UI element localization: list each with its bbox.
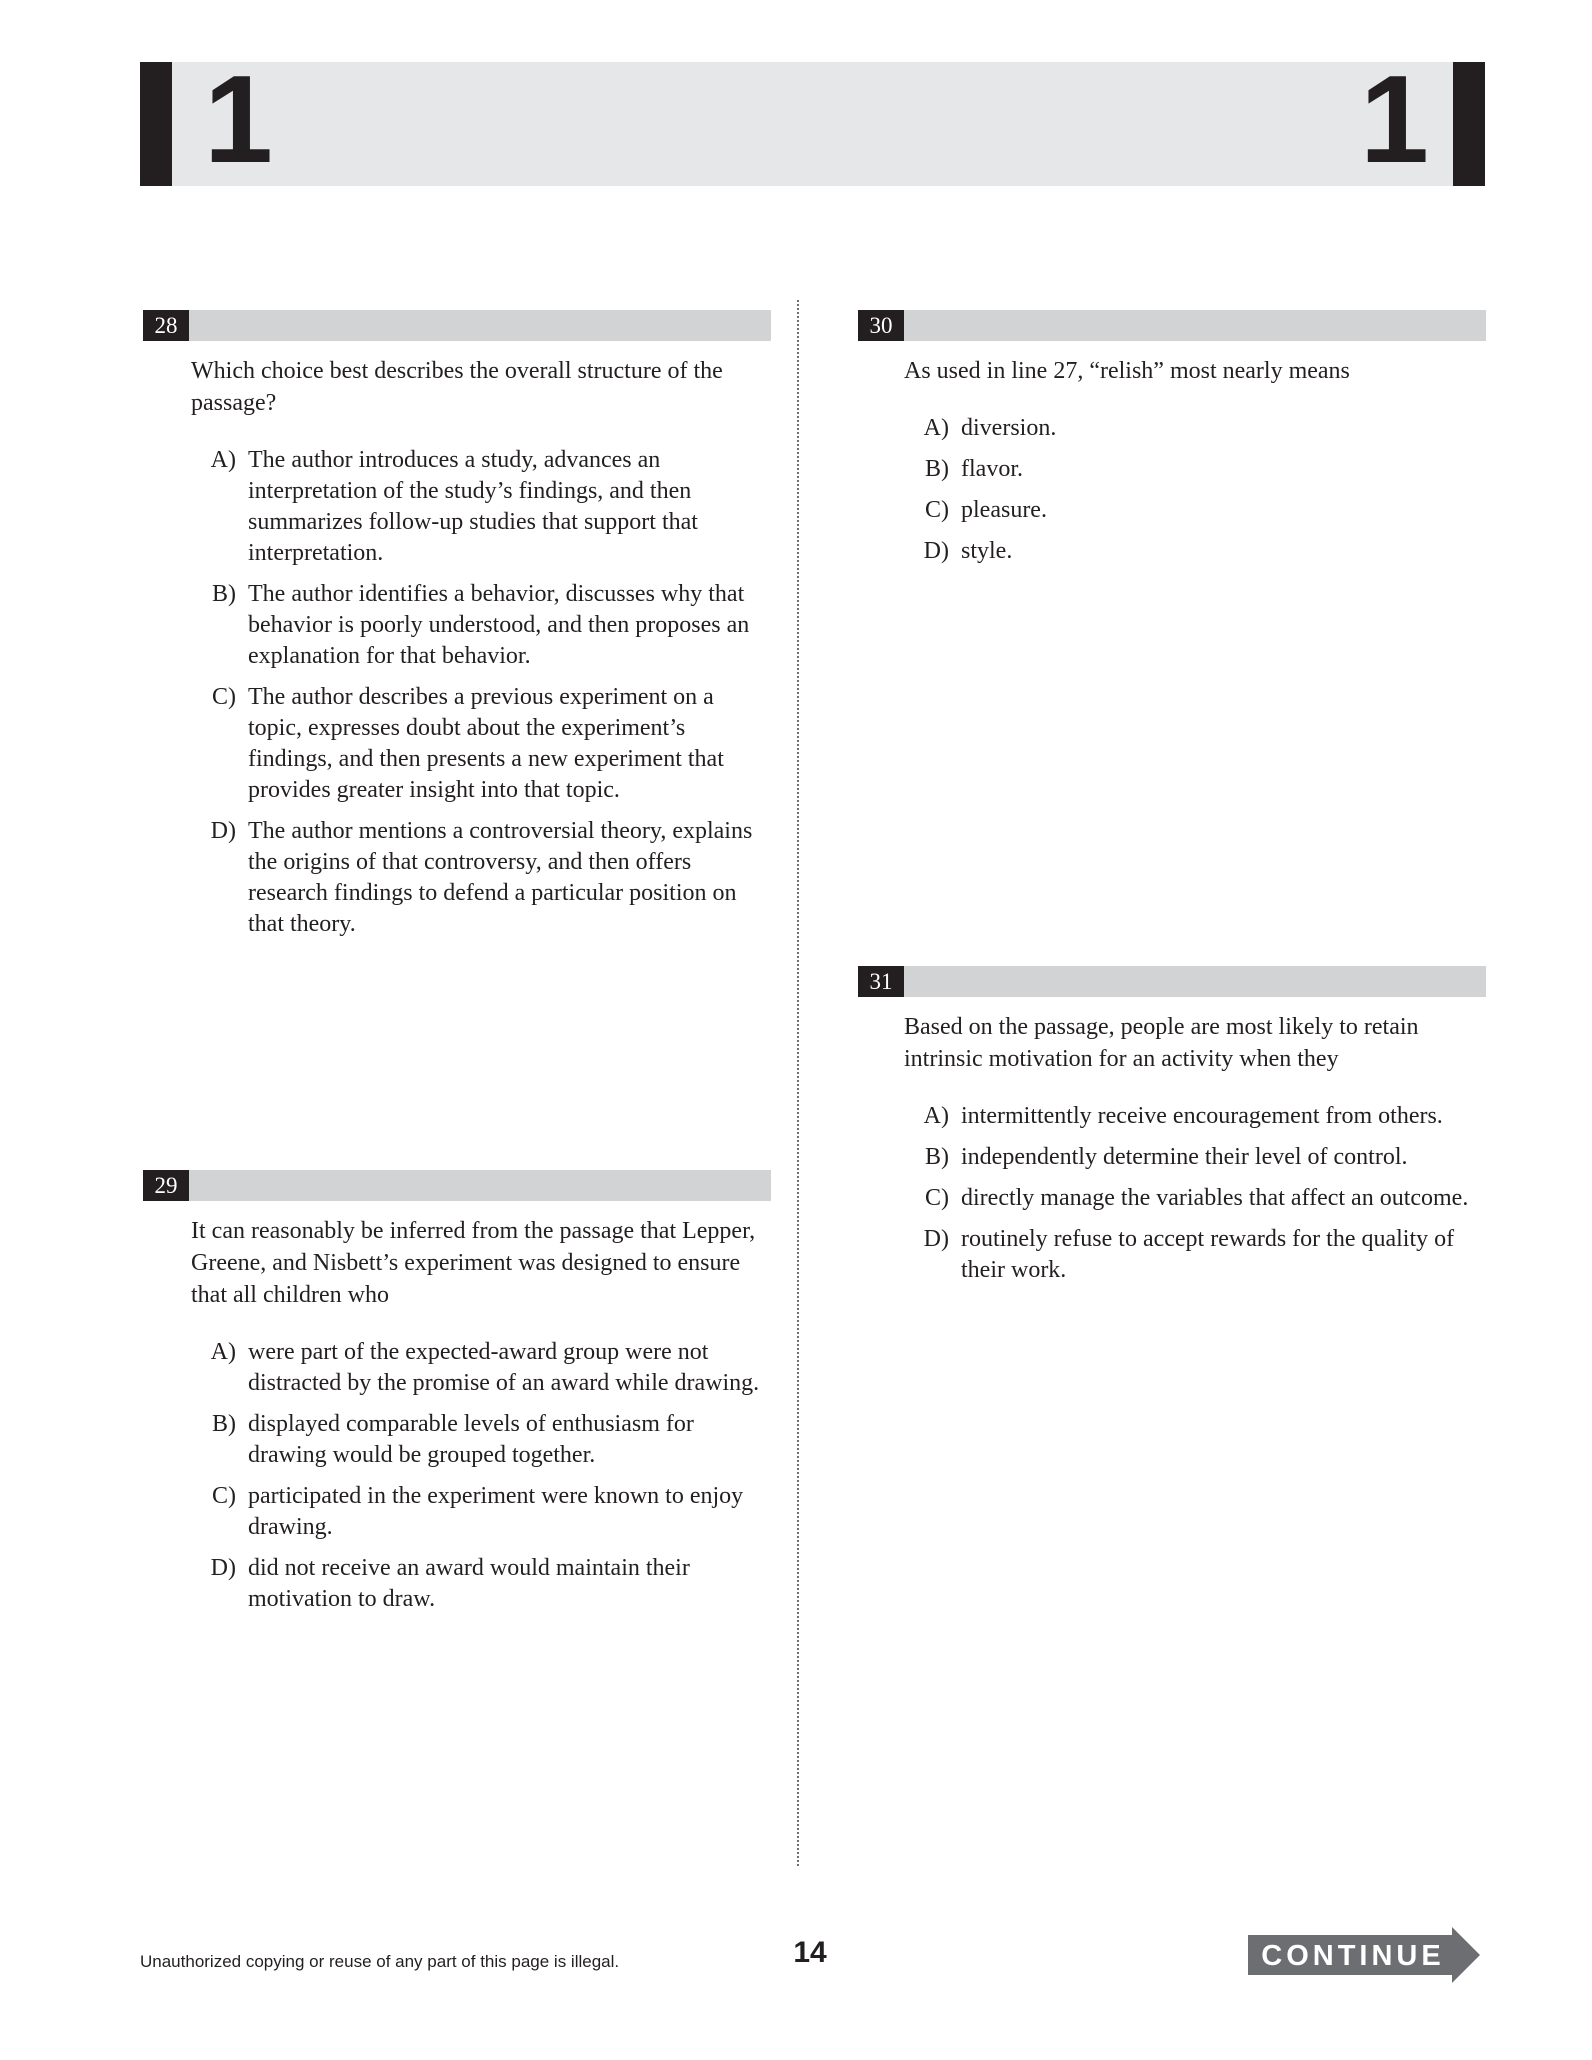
choice-letter: D): [210, 818, 236, 844]
choice-text: routinely refuse to accept rewards for the quality of their work.: [961, 1226, 1455, 1283]
question-stem: As used in line 27, “relish” most nearly means: [904, 358, 1350, 384]
question-stem: It can reasonably be inferred from the passage that Lepper, Greene, and Nisbett’s experiment was designed to ensure that all children who: [191, 1218, 756, 1308]
choice-d[interactable]: [904, 1224, 1486, 1286]
choice-letter: D): [923, 1226, 949, 1252]
choice-letter: B): [212, 581, 236, 607]
choice-letter: B): [212, 1411, 236, 1437]
choice-letter: C): [925, 497, 949, 523]
section-number-left: 1: [204, 51, 273, 189]
choice-text: did not receive an award would maintain their motivation to draw.: [248, 1555, 690, 1612]
choice-b[interactable]: [191, 579, 771, 672]
continue-label: CONTINUE: [1261, 1940, 1445, 1972]
choice-text: The author identifies a behavior, discusses why that behavior is poorly understood, and then proposes an explanation for that behavior.: [248, 581, 750, 669]
choice-a[interactable]: [904, 413, 1486, 444]
choice-text: style.: [961, 538, 1013, 564]
column-divider: [797, 300, 799, 1866]
question-31: [858, 966, 1486, 1296]
choice-text: participated in the experiment were known to enjoy drawing.: [248, 1483, 744, 1540]
section-number-right: 1: [1360, 51, 1429, 189]
section-bar-right: [1453, 62, 1485, 186]
choice-c[interactable]: [191, 682, 771, 806]
answer-choices: [904, 1101, 1486, 1286]
question-header: [858, 966, 1486, 997]
choice-a[interactable]: [904, 1101, 1486, 1132]
question-header: [143, 310, 771, 341]
choice-d[interactable]: [904, 536, 1486, 567]
choice-letter: D): [923, 538, 949, 564]
question-number: 31: [858, 966, 904, 997]
continue-button[interactable]: [1248, 1927, 1480, 1983]
question-header: [858, 310, 1486, 341]
question-28: [143, 310, 771, 950]
choice-letter: B): [925, 456, 949, 482]
choice-letter: A): [923, 415, 949, 441]
choice-d[interactable]: [191, 1553, 771, 1615]
choice-text: directly manage the variables that affect an outcome.: [961, 1185, 1469, 1211]
choice-letter: C): [212, 684, 236, 710]
choice-text: flavor.: [961, 456, 1023, 482]
choice-d[interactable]: [191, 816, 771, 940]
question-stem: Based on the passage, people are most likely to retain intrinsic motivation for an activity when they: [904, 1014, 1419, 1072]
question-stem: Which choice best describes the overall structure of the passage?: [191, 358, 723, 416]
choice-c[interactable]: [191, 1481, 771, 1543]
choice-b[interactable]: [191, 1409, 771, 1471]
choice-b[interactable]: [904, 454, 1486, 485]
choice-b[interactable]: [904, 1142, 1486, 1173]
choice-text: independently determine their level of control.: [961, 1144, 1408, 1170]
question-header: [143, 1170, 771, 1201]
choice-text: displayed comparable levels of enthusiasm for drawing would be grouped together.: [248, 1411, 694, 1468]
answer-choices: [191, 1337, 771, 1615]
choice-text: intermittently receive encouragement from others.: [961, 1103, 1443, 1129]
choice-letter: C): [925, 1185, 949, 1211]
copyright-notice: Unauthorized copying or reuse of any part of this page is illegal.: [140, 1952, 620, 1971]
choice-a[interactable]: [191, 445, 771, 569]
section-bar-left: [140, 62, 172, 186]
question-30: [858, 310, 1486, 577]
choice-text: pleasure.: [961, 497, 1047, 523]
question-number: 29: [143, 1170, 189, 1201]
choice-text: The author introduces a study, advances an interpretation of the study’s findings, and then summarizes follow-up studies that support that interpretation.: [248, 447, 698, 566]
choice-letter: A): [923, 1103, 949, 1129]
choice-c[interactable]: [904, 1183, 1486, 1214]
choice-text: The author describes a previous experiment on a topic, expresses doubt about the experiment’s findings, and then presents a new experiment that provides greater insight into that topic.: [248, 684, 724, 803]
question-number: 30: [858, 310, 904, 341]
choice-letter: A): [210, 447, 236, 473]
choice-text: The author mentions a controversial theory, explains the origins of that controversy, and then offers research findings to defend a particular position on that theory.: [248, 818, 753, 937]
answer-choices: [904, 413, 1486, 567]
choice-letter: D): [210, 1555, 236, 1581]
choice-letter: B): [925, 1144, 949, 1170]
choice-letter: C): [212, 1483, 236, 1509]
section-header: [140, 51, 1485, 189]
choice-text: diversion.: [961, 415, 1057, 441]
choice-letter: A): [210, 1339, 236, 1365]
choice-text: were part of the expected-award group were not distracted by the promise of an award while drawing.: [248, 1339, 760, 1396]
question-29: [143, 1170, 771, 1625]
choice-c[interactable]: [904, 495, 1486, 526]
page-number: 14: [793, 1936, 827, 1969]
choice-a[interactable]: [191, 1337, 771, 1399]
question-number: 28: [143, 310, 189, 341]
answer-choices: [191, 445, 771, 940]
